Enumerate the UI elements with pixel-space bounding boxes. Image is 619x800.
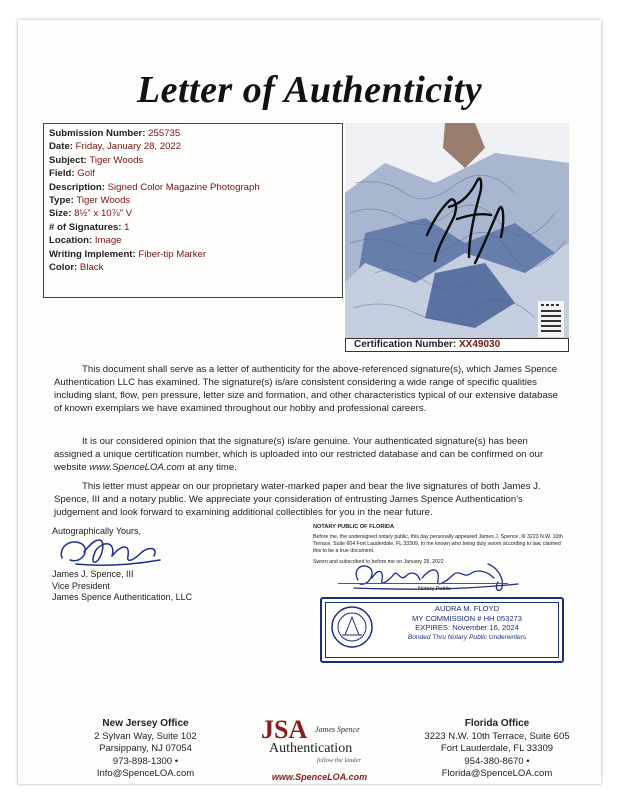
photo-image (345, 123, 569, 341)
notary-stamp (320, 597, 564, 663)
florida-office: Florida Office 3223 N.W. 10th Terrace, Suite 605 Fort Lauderdale, FL 33309 954-380-8670 • Florida@SpenceLOA.com (424, 718, 570, 779)
info-row-size: Size: 8½" x 10⅞" V (49, 208, 133, 220)
certification-number: XX49030 (459, 339, 501, 350)
notary-sworn: Sworn and subscribed to before me on January 28, 2022 (313, 559, 444, 565)
paragraph-authenticity: This document shall serve as a letter of authenticity for the above-referenced signature(s), which James Spence Authentication LLC has examined. The signature(s) is/are consistent considering a wide range of specific qualities including slant, flow, pen pressure, letter size and formation, and other characteristics typical of our extensive database of known exemplars we have examined throughout our hobby and professional careers. (54, 364, 558, 414)
info-row-signatures: # of Signatures: 1 (49, 221, 130, 233)
paragraph-opinion: It is our considered opinion that the signature(s) is/are genuine. Your authenticated signature(s) has been assigned a unique certification number, which is uploaded into our restricted database and can be confirmed on our website www.SpenceLOA.com at any time. (54, 436, 544, 473)
spence-signature (56, 530, 166, 570)
signer-title: Vice President (52, 580, 110, 591)
notary-body: Before me, the undersigned notary public, this day personally appeared James J. Spence, III 3223 N.W. 10th Terrace, Suite 604 Fort Lauderdale, FL 33309, to me known who being duly sworn according to law, claimed this to be a true document. (313, 534, 563, 554)
closing-text: Autographically Yours, (52, 526, 142, 536)
footer-website[interactable]: www.SpenceLOA.com (271, 772, 368, 782)
logo-tagline: follow the leader (317, 757, 362, 764)
signer-block (52, 569, 192, 604)
page-title: Letter of Authenticity (136, 69, 483, 111)
info-row-type: Type: Tiger Woods (49, 195, 131, 207)
logo-authentication: Authentication (269, 741, 353, 756)
notary-heading: NOTARY PUBLIC OF FLORIDA (313, 524, 395, 530)
info-row-date: Date: Friday, January 28, 2022 (49, 141, 182, 153)
website-link[interactable]: www.SpenceLOA.com (89, 462, 185, 473)
notary-signature-line (338, 583, 508, 584)
info-row-location: Location: Image (49, 235, 122, 247)
notary-public-label: Notary Public (418, 586, 451, 592)
new-jersey-office: New Jersey Office 2 Sylvan Way, Suite 102 Parsippany, NJ 07054 973-898-1300 • Info@SpenceLOA.com (94, 718, 197, 779)
logo-jsa: JSA (261, 715, 308, 744)
signer-name: James J. Spence, III (52, 569, 134, 579)
notary-name: AUDRA M. FLOYD (434, 604, 500, 613)
logo-james: James Spence (315, 725, 360, 734)
signer-company: James Spence Authentication, LLC (52, 592, 193, 602)
info-row-submission: Submission Number: 255735 (49, 128, 181, 139)
info-row-field: Field: Golf (49, 168, 95, 180)
submission-info-box (43, 123, 343, 298)
info-row-subject: Subject: Tiger Woods (49, 154, 144, 166)
info-row-description: Description: Signed Color Magazine Photograph (49, 181, 260, 193)
signed-photograph (345, 123, 569, 341)
certification-number-box: Certification Number: XX49030 (345, 338, 569, 352)
florida-seal-icon (330, 605, 374, 649)
info-row-color: Color: Black (49, 262, 104, 274)
paragraph-watermark: This letter must appear on our proprietary water-marked paper and bear the live signatures of both James J. Spence, III and a notary public. We appreciate your consideration of entrusting James Spence Authentication's judgement and look forward to examining additional collectibles for you in the near future. (54, 481, 541, 518)
notary-expires: EXPIRES: November 16, 2024 (415, 623, 519, 633)
info-row-implement: Writing Implement: Fiber-tip Marker (49, 248, 207, 260)
jsa-logo (251, 710, 386, 770)
notary-bonded: Bonded Thru Notary Public Underwriters (407, 633, 527, 641)
letter-sheet (18, 20, 601, 784)
notary-commission: MY COMMISSION # HH 053273 (411, 613, 522, 623)
